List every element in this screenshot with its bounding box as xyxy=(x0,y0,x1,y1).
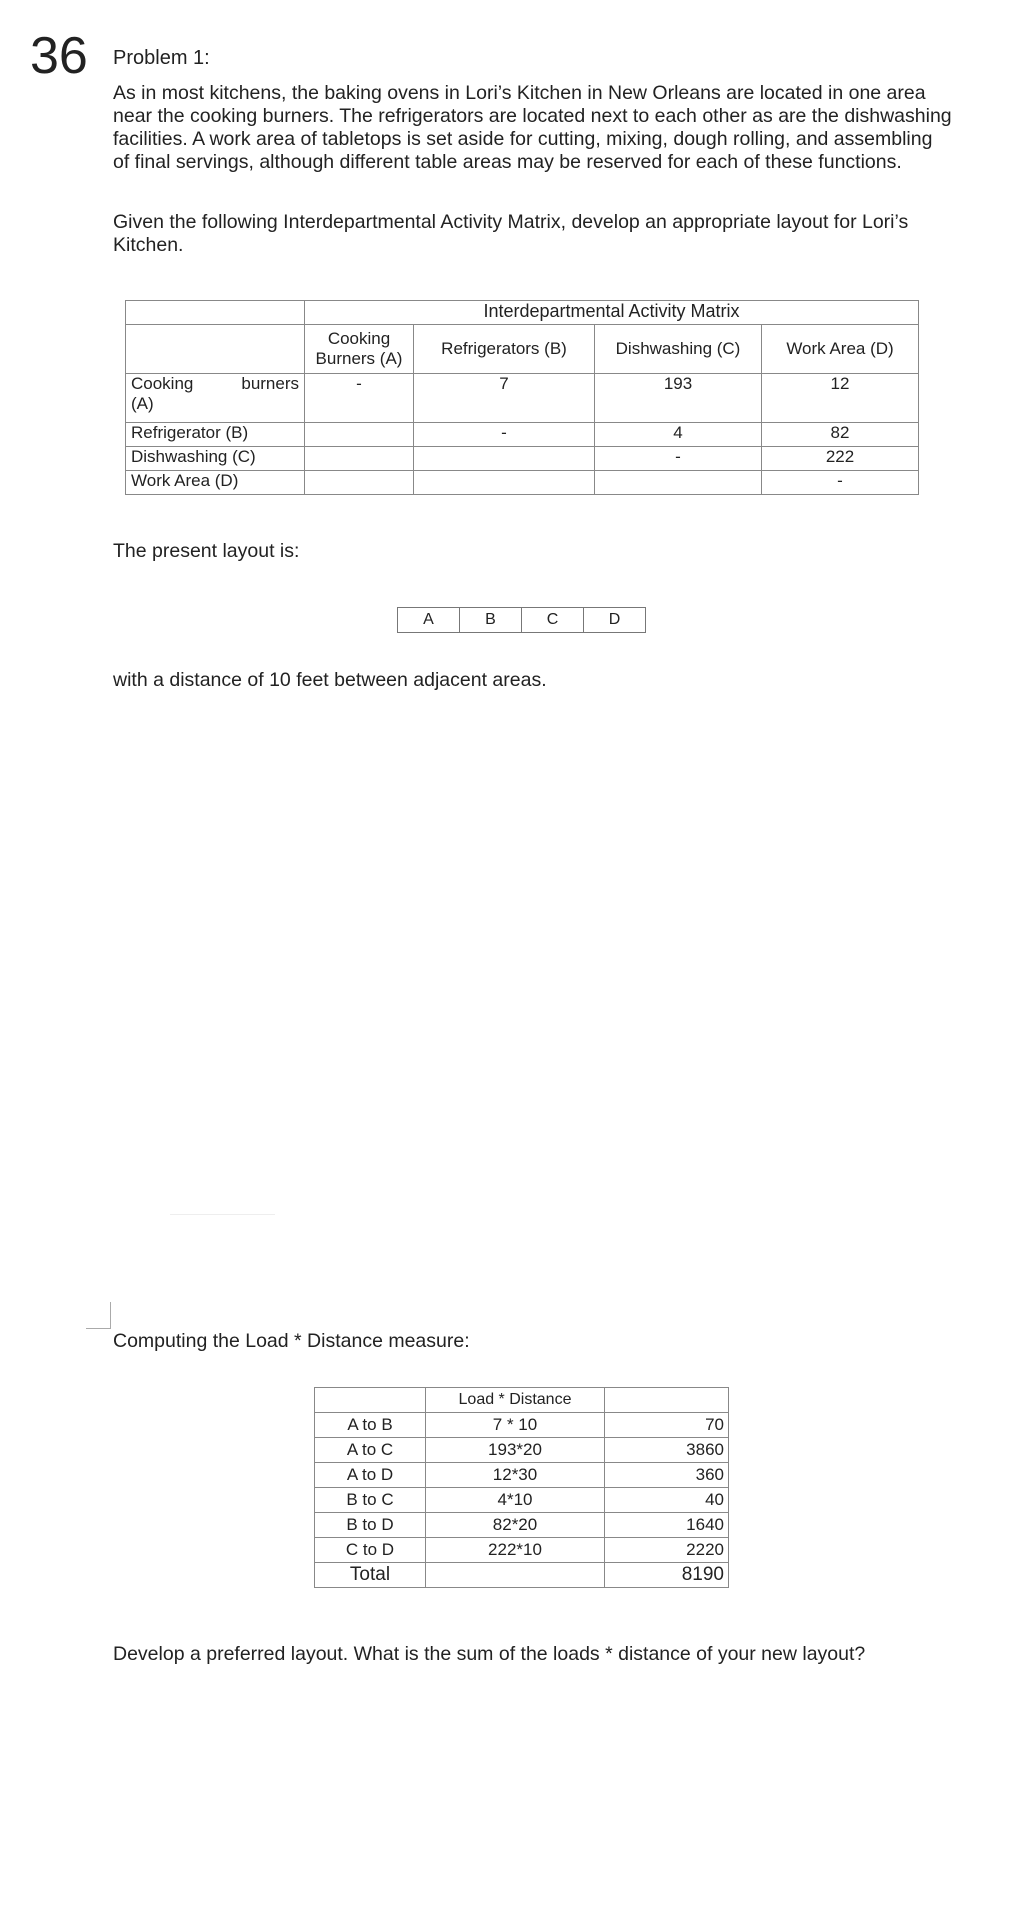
distance-note: with a distance of 10 feet between adjacent areas. xyxy=(113,669,547,691)
problem-description: As in most kitchens, the baking ovens in Lori’s Kitchen in New Orleans are located in one area near the cooking burners. The refrigerators are located next to each other as are the dishwashing facilities. A work area of tabletops is set aside for cutting, mixing, dough rolling, and assembling of final servings, although different table areas may be reserved for each of these functions. xyxy=(113,82,952,173)
matrix-row-cooking xyxy=(126,374,919,423)
ld-calc: 222*10 xyxy=(426,1538,605,1563)
ld-value: 70 xyxy=(605,1413,729,1438)
problem-title: Problem 1: xyxy=(113,47,210,69)
row-label-burners-word: burners xyxy=(241,374,299,393)
page-number: 36 xyxy=(30,27,88,85)
problem-instruction: Given the following Interdepartmental Activity Matrix, develop an appropriate layout for Lori’s Kitchen. xyxy=(113,211,909,256)
col-header-refrigerators: Refrigerators (B) xyxy=(414,325,595,374)
layout-cell-a: A xyxy=(398,608,460,632)
matrix-cell: 82 xyxy=(762,423,919,447)
faint-divider xyxy=(170,1214,275,1215)
ld-pair: A to B xyxy=(315,1413,426,1438)
matrix-title: Interdepartmental Activity Matrix xyxy=(305,301,919,325)
matrix-cell xyxy=(595,471,762,495)
row-label-work-area: Work Area (D) xyxy=(126,471,305,495)
layout-cell-c: C xyxy=(522,608,584,632)
matrix-cell: 193 xyxy=(595,374,762,423)
matrix-row-dishwashing xyxy=(126,447,919,471)
col-header-work-area: Work Area (D) xyxy=(762,325,919,374)
ld-total-label: Total xyxy=(315,1563,426,1588)
matrix-cell: - xyxy=(595,447,762,471)
activity-matrix-table xyxy=(125,300,919,495)
table-row xyxy=(315,1463,729,1488)
matrix-corner-cell xyxy=(126,301,305,325)
ld-value: 2220 xyxy=(605,1538,729,1563)
matrix-cell: 222 xyxy=(762,447,919,471)
ld-pair: C to D xyxy=(315,1538,426,1563)
ld-pair: A to C xyxy=(315,1438,426,1463)
layout-cell-d: D xyxy=(608,611,621,628)
ld-value: 360 xyxy=(605,1463,729,1488)
col-header-cooking: Cooking Burners (A) xyxy=(305,325,414,374)
table-row xyxy=(315,1488,729,1513)
row-label-dishwashing: Dishwashing (C) xyxy=(126,447,305,471)
row-label-cooking-code: (A) xyxy=(131,394,154,413)
ld-value: 40 xyxy=(605,1488,729,1513)
ld-value: 1640 xyxy=(605,1513,729,1538)
ld-pair: B to C xyxy=(315,1488,426,1513)
ld-total-row xyxy=(315,1563,729,1588)
matrix-row-work-area xyxy=(126,471,919,495)
matrix-row-refrigerator xyxy=(126,423,919,447)
table-row xyxy=(315,1513,729,1538)
ld-calc: 12*30 xyxy=(426,1463,605,1488)
table-row xyxy=(315,1413,729,1438)
ld-value: 3860 xyxy=(605,1438,729,1463)
ld-calc: 193*20 xyxy=(426,1438,605,1463)
matrix-cell: - xyxy=(762,471,919,495)
matrix-header-row xyxy=(126,325,919,374)
question-text: Develop a preferred layout. What is the sum of the loads * distance of your new layout? xyxy=(113,1643,866,1665)
matrix-cell: - xyxy=(414,423,595,447)
matrix-cell xyxy=(305,423,414,447)
row-label-cooking-word: Cooking xyxy=(131,374,194,393)
col-header-dishwashing: Dishwashing (C) xyxy=(595,325,762,374)
ld-total-empty xyxy=(426,1563,605,1588)
matrix-empty-header xyxy=(126,325,305,374)
load-distance-table xyxy=(314,1387,729,1588)
ld-header-empty xyxy=(315,1388,426,1413)
ld-calc: 7 * 10 xyxy=(426,1413,605,1438)
ld-header-row xyxy=(315,1388,729,1413)
present-layout-label: The present layout is: xyxy=(113,540,300,562)
matrix-cell xyxy=(305,447,414,471)
table-row xyxy=(315,1438,729,1463)
ld-calc: 4*10 xyxy=(426,1488,605,1513)
compute-label: Computing the Load * Distance measure: xyxy=(113,1330,470,1352)
ld-pair: B to D xyxy=(315,1513,426,1538)
matrix-cell xyxy=(305,471,414,495)
table-row xyxy=(315,1538,729,1563)
row-label-refrigerator: Refrigerator (B) xyxy=(126,423,305,447)
matrix-cell xyxy=(414,471,595,495)
matrix-cell: 12 xyxy=(762,374,919,423)
matrix-cell xyxy=(414,447,595,471)
matrix-cell: 7 xyxy=(414,374,595,423)
ld-pair: A to D xyxy=(315,1463,426,1488)
ld-calc: 82*20 xyxy=(426,1513,605,1538)
row-label-cooking xyxy=(126,374,305,423)
ld-total-value: 8190 xyxy=(605,1563,729,1588)
matrix-cell: - xyxy=(305,374,414,423)
matrix-title-row xyxy=(126,301,919,325)
present-layout-diagram xyxy=(397,607,646,633)
corner-mark xyxy=(86,1302,111,1329)
ld-header-empty xyxy=(605,1388,729,1413)
matrix-cell: 4 xyxy=(595,423,762,447)
ld-header-load-distance: Load * Distance xyxy=(426,1388,605,1413)
layout-cell-b: B xyxy=(460,608,522,632)
